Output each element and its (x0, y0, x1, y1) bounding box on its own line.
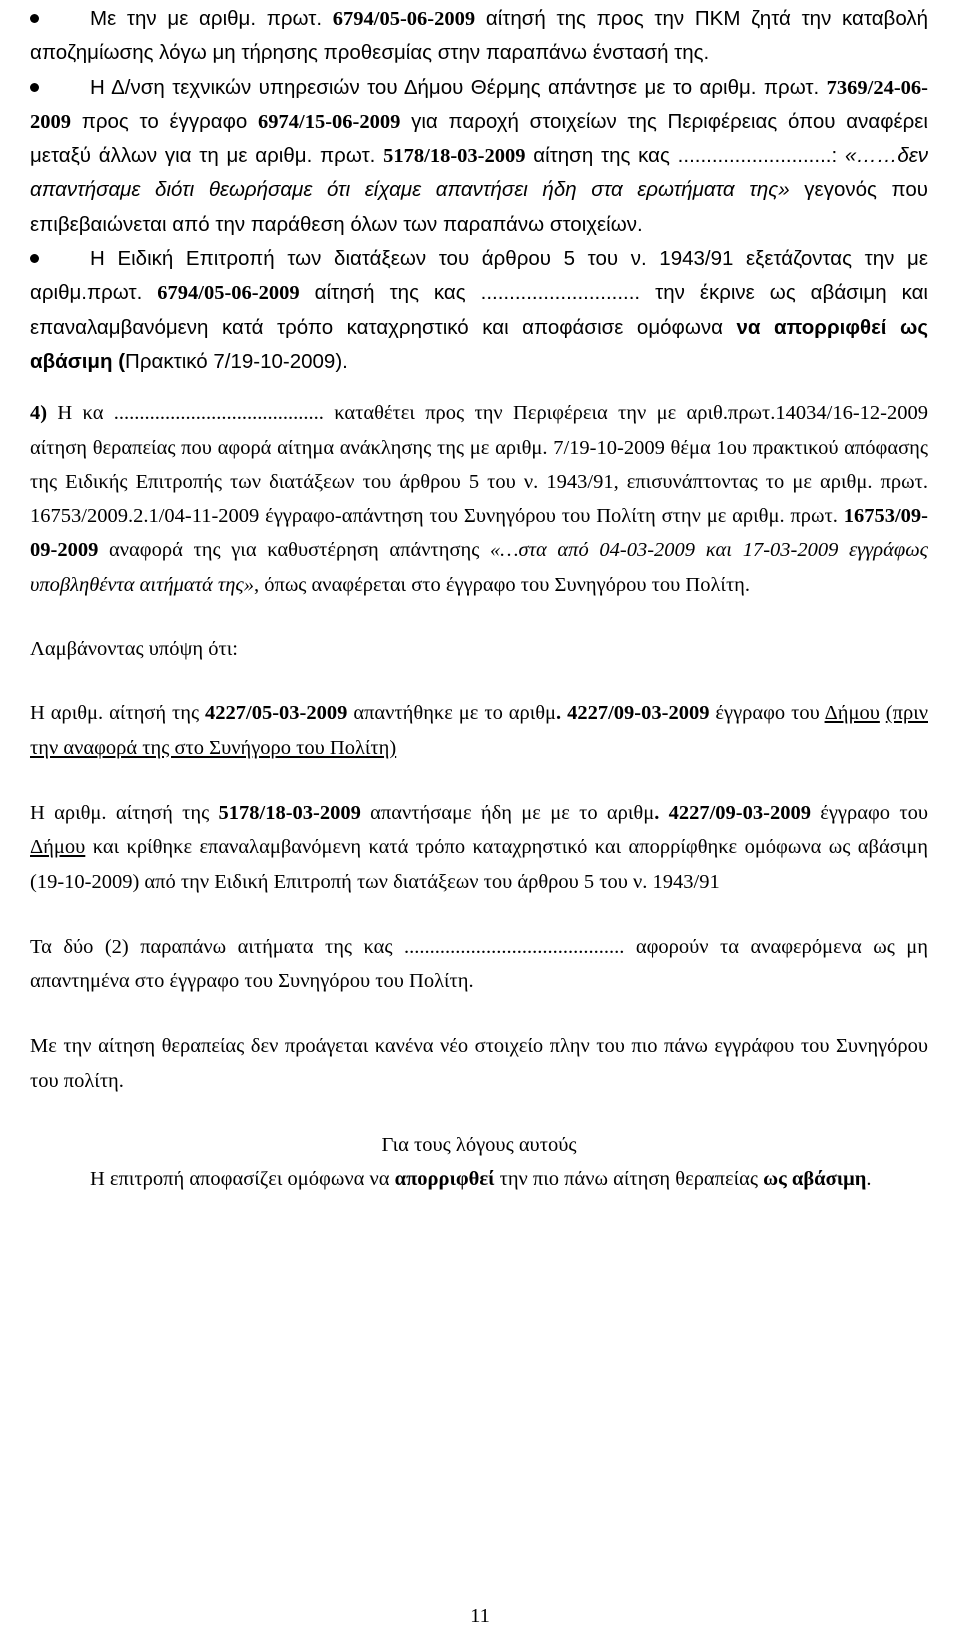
document-body (30, 2, 928, 1197)
protocol-number: . 4227/09-03-2009 (556, 702, 710, 725)
paragraph-1 (30, 696, 928, 765)
text: έγγραφο του (709, 702, 825, 725)
paragraph-4: Με την αίτηση θεραπείας δεν προάγεται κανένα νέο στοιχείο πλην του πιο πάνω εγγράφου του Συνηγόρου του πολίτη. (30, 1035, 928, 1092)
section-4 (30, 396, 928, 602)
bullet-icon (30, 254, 39, 263)
decision-emphasis: ως αβάσιμη (763, 1168, 867, 1191)
protocol-number: 4227/05-03-2009 (205, 702, 348, 725)
text: προς το έγγραφο (71, 109, 259, 133)
protocol-number: 7369/24-06-2009 (30, 76, 928, 133)
decision-emphasis: απορριφθεί (394, 1168, 495, 1191)
protocol-number: 16753/09-09-2009 (30, 505, 928, 562)
bullet-icon (30, 14, 39, 23)
text: έγγραφο του (810, 801, 928, 824)
protocol-number: 6794/05-06-2009 (157, 282, 300, 305)
text: ( (112, 349, 126, 373)
protocol-number: 6794/05-06-2009 (332, 8, 476, 30)
bullet-item-2 (30, 71, 928, 242)
quote: «……δεν απαντήσαμε διότι θεωρήσαμε ότι είχαμε απαντήσει ήδη στα ερωτήματα της» (30, 144, 928, 202)
text: , όπως αναφέρεται στο έγγραφο του Συνηγόρου του Πολίτη. (253, 573, 751, 596)
protocol-number: 5178/18-03-2009 (383, 145, 526, 168)
paragraph-2 (30, 796, 928, 899)
text: Η αριθμ. αίτησή της (30, 702, 206, 725)
decision-paragraph (30, 1162, 928, 1196)
protocol-number: 5178/18-03-2009 (218, 801, 361, 824)
text: Η κα ......................................... καταθέτει προς την Περιφέρεια την με αριθ.πρωτ.14034/16-12-2009 αίτηση θεραπείας που αφορά αίτημα ανάκλησης της με αριθμ. 7/19-10-2009 θέμα 1ου πρακτικού απόφασης της Ειδικής Επιτροπής των διατάξεων του άρθρου 5 του ν. 1943/91, επισυνάπτοντας το με αριθμ. πρωτ. 16753/2009.2.1/04-11-2009 έγγραφο-απάντηση του Συνηγόρου του Πολίτη στην με αριθμ. πρωτ. (30, 402, 928, 528)
protocol-number: 6974/15-06-2009 (258, 110, 401, 133)
bullet-item-1 (30, 2, 928, 71)
text: Με την με αριθμ. πρωτ. (90, 7, 333, 30)
considering-heading: Λαμβάνοντας υπόψη ότι: (30, 638, 238, 661)
protocol-number: . 4227/09-03-2009 (654, 801, 811, 824)
text: αναφορά της για καθυστέρηση απάντησης (98, 539, 491, 562)
paragraph-3: Τα δύο (2) παραπάνω αιτήματα της κας ........................................... αφορούν τα αναφερόμενα ως μη απαντημένα στο έγγραφο του Συνηγόρου του Πολίτη. (30, 935, 928, 993)
text: απαντήθηκε με το αριθμ (347, 702, 557, 725)
text: Η Ειδική Επιτροπή των διατάξεων του άρθρου 5 του ν. 1943/91 εξετάζοντας την με αριθμ.πρωτ. (30, 247, 928, 305)
underlined-note: (πριν την αναφορά της στο Συνήγορο του Πολίτη) (30, 702, 928, 759)
text: αίτηση της κας ...........................: (525, 144, 845, 168)
bullet-item-3 (30, 242, 928, 379)
page-number: 11 (470, 1605, 490, 1627)
text: την πιο πάνω αίτηση θεραπείας (494, 1168, 764, 1191)
text: αίτησή της κας ............................ την έκρινε ως αβάσιμη και επαναλαμβανόμενη κατά τρόπο καταχρηστικό και αποφάσισε ομόφωνα (30, 281, 928, 339)
text: απαντήσαμε ήδη με με το αριθμ (360, 801, 655, 824)
text: Πρακτικό 7/19-10-2009). (125, 349, 348, 373)
text: Δήμου (30, 836, 86, 859)
text: αίτησή της προς την ΠΚΜ ζητά την καταβολή αποζημίωσης λόγω μη τήρησης προθεσμίας στην παραπάνω ένστασή της. (30, 7, 929, 65)
text: γεγονός που επιβεβαιώνεται από την παράθεση όλων των παραπάνω στοιχείων. (30, 178, 928, 236)
decision-emphasis: να απορριφθεί ως αβάσιμη (30, 315, 928, 373)
section-number: 4) (30, 402, 48, 425)
bullet-icon (30, 83, 39, 92)
text: . (866, 1168, 872, 1191)
text: Η αριθμ. αίτησή της (30, 801, 219, 824)
text: Η Δ/νση τεχνικών υπηρεσιών του Δήμου Θέρμης απάντησε με το αριθμ. πρωτ. (90, 75, 827, 99)
reasons-heading: Για τους λόγους αυτούς (381, 1134, 577, 1157)
text: και κρίθηκε επαναλαμβανόμενη κατά τρόπο καταχρηστικό και απορρίφθηκε ομόφωνα ως αβάσιμη (19-10-2009) από την Ειδική Επιτροπή των διατάξεων του άρθρου 5 του ν. 1943/91 (30, 836, 928, 893)
text: για παροχή στοιχείων της Περιφέρειας όπου αναφέρει μεταξύ άλλων για τη με αριθμ. πρωτ. (30, 109, 928, 168)
text: Η επιτροπή αποφασίζει ομόφωνα να (90, 1168, 395, 1191)
quote: «…στα από 04-03-2009 και 17-03-2009 εγγράφως υποβληθέντα αιτήματά της» (30, 539, 928, 596)
text: Δήμου (824, 702, 880, 725)
